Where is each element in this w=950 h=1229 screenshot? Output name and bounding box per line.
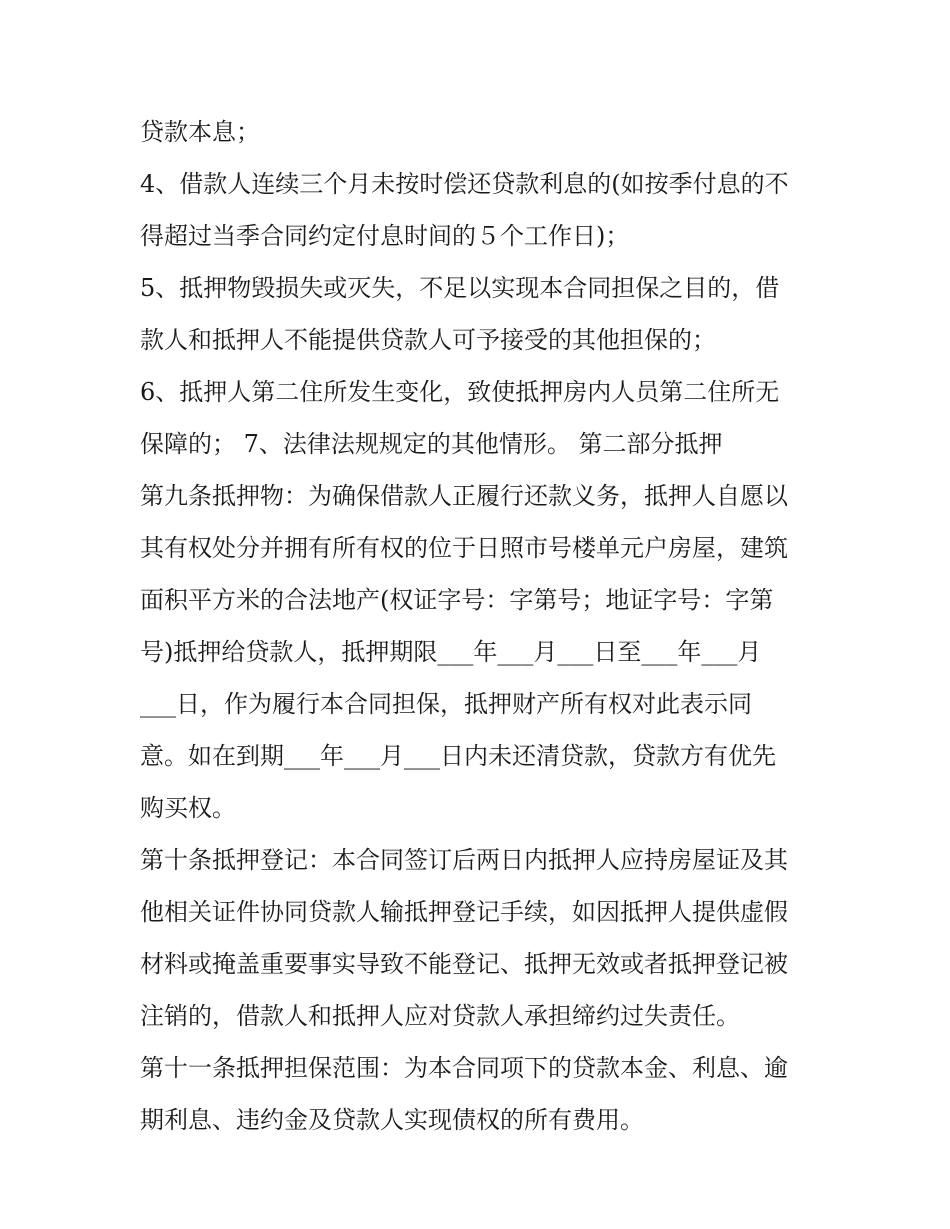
text-line: 保障的； 7、法律法规规定的其他情形。 第二部分抵押 [140,430,723,458]
text-line: 6、抵押人第二住所发生变化，致使抵押房内人员第二住所无 [140,378,780,406]
text-line: 购买权。 [140,794,236,822]
text-line: 注销的，借款人和抵押人应对贷款人承担缔约过失责任。 [140,1002,740,1030]
text-line: 号)抵押给贷款人，抵押期限___年___月___日至___年___月 [140,638,762,666]
text-line: 第十条抵押登记：本合同签订后两日内抵押人应持房屋证及其 [140,846,788,874]
text-line: 材料或掩盖重要事实导致不能登记、抵押无效或者抵押登记被 [140,950,788,978]
text-line: 5、抵押物毁损失或灭失，不足以实现本合同担保之目的，借 [140,274,780,302]
text-line: 期利息、违约金及贷款人实现债权的所有费用。 [140,1106,644,1134]
text-line: 他相关证件协同贷款人输抵押登记手续，如因抵押人提供虚假 [140,898,788,926]
text-line: 第九条抵押物：为确保借款人正履行还款义务，抵押人自愿以 [140,482,788,510]
text-line: 款人和抵押人不能提供贷款人可予接受的其他担保的； [140,326,716,354]
text-line: 4、借款人连续三个月未按时偿还贷款利息的(如按季付息的不 [140,170,789,198]
text-line: ___日，作为履行本合同担保，抵押财产所有权对此表示同 [140,690,752,718]
text-line: 其有权处分并拥有所有权的位于日照市号楼单元户房屋，建筑 [140,534,788,562]
contract-text [140,106,820,1146]
text-line: 意。如在到期___年___月___日内未还清贷款，贷款方有优先 [140,742,776,770]
text-line: 贷款本息； [140,118,260,146]
text-line: 第十一条抵押担保范围：为本合同项下的贷款本金、利息、逾 [140,1054,788,1082]
text-line: 得超过当季合同约定付息时间的５个工作日)； [140,222,630,250]
text-line: 面积平方米的合法地产(权证字号：字第号；地证字号：字第 [140,586,774,614]
